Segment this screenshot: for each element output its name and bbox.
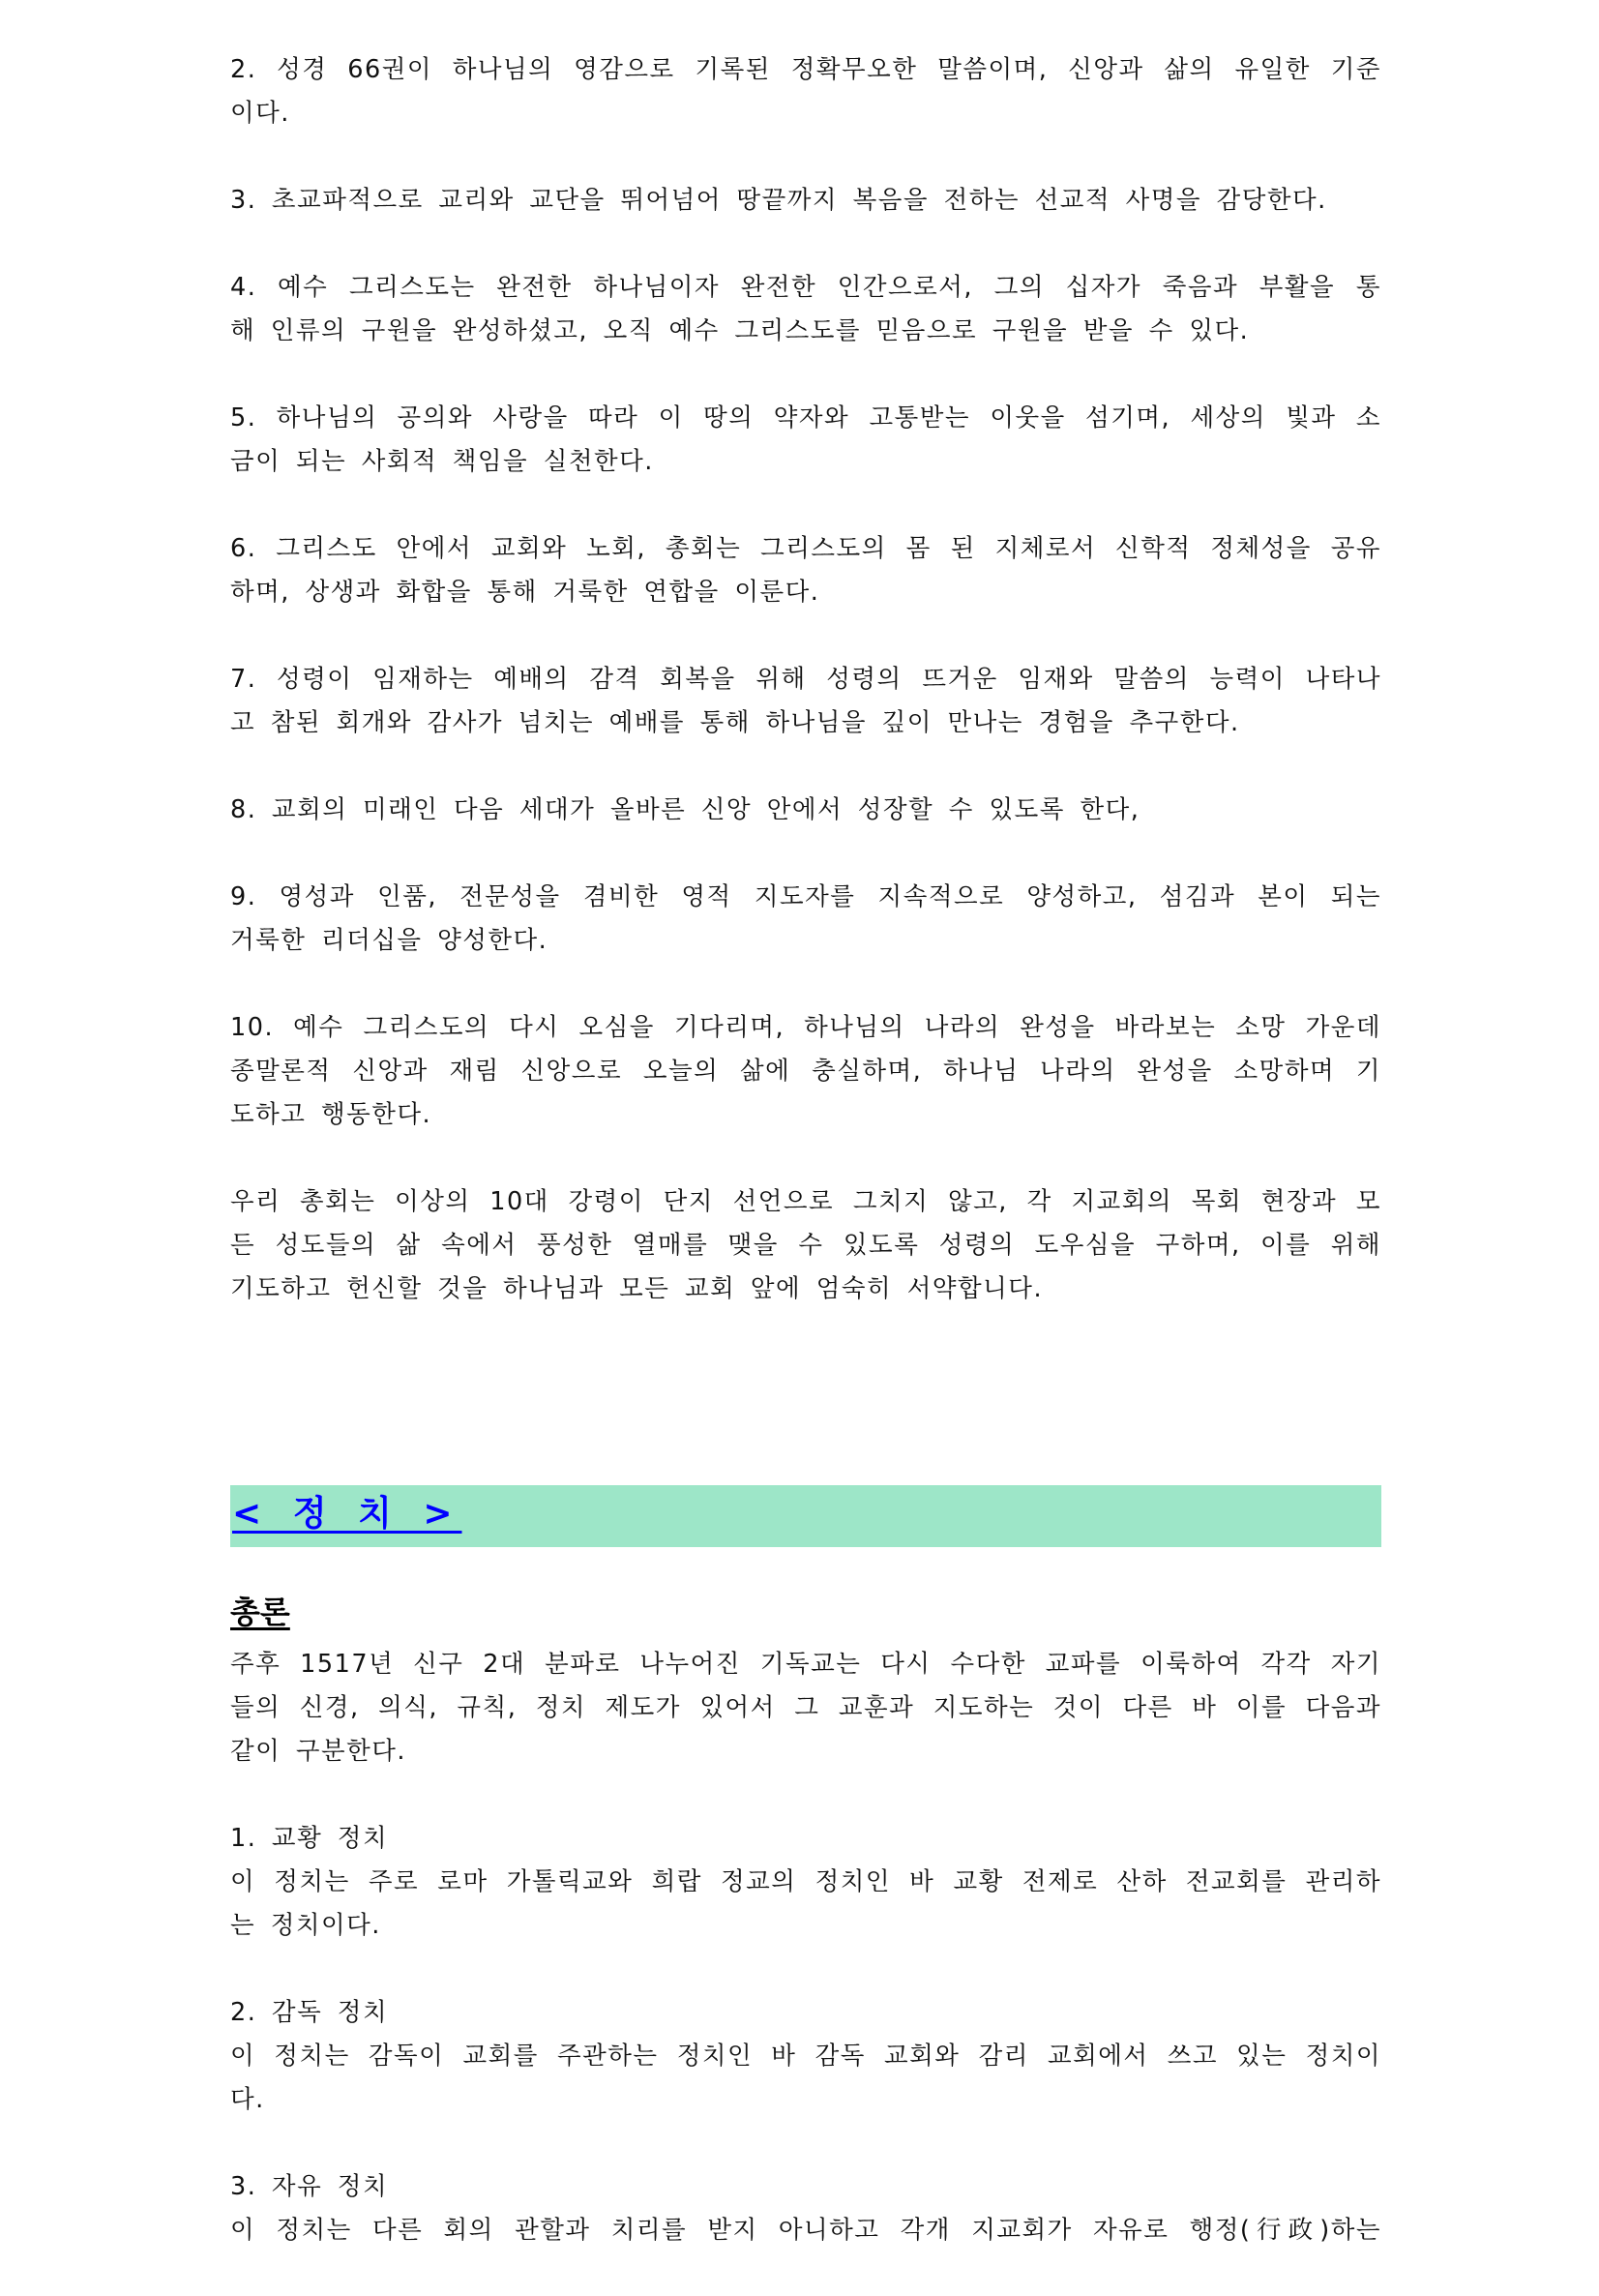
subsection-heading: 총론 — [230, 1594, 290, 1630]
text-line: 해 인류의 구원을 완성하셨고, 오직 예수 그리스도를 믿음으로 구원을 받을 수 있다. — [230, 316, 1250, 345]
text-line: 종말론적 신앙과 재림 신앙으로 오늘의 삶에 충실하며, 하나님 나라의 완성을 소망하며 기 — [230, 1057, 1381, 1086]
polity-item-congregational — [230, 2165, 1381, 2252]
text-line: 이 정치는 다른 회의 관할과 치리를 받지 아니하고 각개 지교회가 자유로 행정(行政)하는 — [230, 2216, 1381, 2245]
text-line: 이 정치는 주로 로마 가톨릭교와 희랍 정교의 정치인 바 교황 전제로 산하 전교회를 관리하 — [230, 1867, 1381, 1896]
section-title: < 정 치 > — [232, 1494, 462, 1534]
text-line: 기도하고 헌신할 것을 하나님과 모든 교회 앞에 엄숙히 서약합니다. — [230, 1274, 1044, 1303]
item-title: 1. 교황 정치 — [230, 1824, 389, 1853]
text-line: 주후 1517년 신구 2대 분파로 나누어진 기독교는 다시 수다한 교파를 이룩하여 각각 자기 — [230, 1650, 1381, 1679]
text-line: 9. 영성과 인품, 전문성을 겸비한 영적 지도자를 지속적으로 양성하고, 섬김과 본이 되는 — [230, 882, 1381, 911]
article-9 — [230, 876, 1381, 963]
text-line: 거룩한 리더십을 양성한다. — [230, 926, 548, 955]
text-line: 5. 하나님의 공의와 사랑을 따라 이 땅의 약자와 고통받는 이웃을 섬기며, 세상의 빛과 소 — [230, 403, 1381, 432]
article-6 — [230, 527, 1381, 614]
confession-articles — [230, 48, 1381, 1355]
text-line: 같이 구분한다. — [230, 1737, 407, 1766]
section-header-bar — [230, 1485, 1381, 1547]
text-line: 금이 되는 사회적 책임을 실천한다. — [230, 447, 654, 476]
text-line: 는 정치이다. — [230, 1911, 381, 1940]
text-line: 6. 그리스도 안에서 교회와 노회, 총회는 그리스도의 몸 된 지체로서 신학적 정체성을 공유 — [230, 534, 1381, 563]
text-line: 4. 예수 그리스도는 완전한 하나님이자 완전한 인간으로서, 그의 십자가 죽음과 부활을 통 — [230, 273, 1381, 302]
text-line: 8. 교회의 미래인 다음 세대가 올바른 신앙 안에서 성장할 수 있도록 한다, — [230, 795, 1140, 824]
item-title: 2. 감독 정치 — [230, 1998, 389, 2027]
text-line: 도하고 행동한다. — [230, 1100, 432, 1129]
article-7 — [230, 658, 1381, 745]
text-line: 든 성도들의 삶 속에서 풍성한 열매를 맺을 수 있도록 성령의 도우심을 구하며, 이를 위해 — [230, 1231, 1381, 1260]
closing-pledge — [230, 1180, 1381, 1311]
text-line: 3. 초교파적으로 교리와 교단을 뛰어넘어 땅끝까지 복음을 전하는 선교적 사명을 감당한다. — [230, 186, 1327, 215]
article-10 — [230, 1006, 1381, 1137]
text-line: 들의 신경, 의식, 규칙, 정치 제도가 있어서 그 교훈과 지도하는 것이 다른 바 이를 다음과 — [230, 1693, 1381, 1722]
article-5 — [230, 397, 1381, 484]
article-2 — [230, 48, 1381, 135]
polity-overview — [230, 1643, 1381, 2296]
item-title: 3. 자유 정치 — [230, 2172, 389, 2201]
text-line: 하며, 상생과 화합을 통해 거룩한 연합을 이룬다. — [230, 578, 820, 607]
text-line: 고 참된 회개와 감사가 넘치는 예배를 통해 하나님을 깊이 만나는 경험을 추구한다. — [230, 708, 1240, 737]
polity-item-episcopal — [230, 1991, 1381, 2122]
article-4 — [230, 266, 1381, 353]
text-line: 이다. — [230, 99, 290, 128]
text-line: 이 정치는 감독이 교회를 주관하는 정치인 바 감독 교회와 감리 교회에서 쓰고 있는 정치이 — [230, 2042, 1381, 2071]
article-8 — [230, 789, 1381, 832]
intro-paragraph — [230, 1643, 1381, 1774]
text-line: 다. — [230, 2085, 265, 2114]
text-line: 10. 예수 그리스도의 다시 오심을 기다리며, 하나님의 나라의 완성을 바라보는 소망 가운데 — [230, 1013, 1381, 1042]
text-line: 우리 총회는 이상의 10대 강령이 단지 선언으로 그치지 않고, 각 지교회의 목회 현장과 모 — [230, 1187, 1381, 1216]
polity-item-papal — [230, 1817, 1381, 1948]
text-line: 7. 성령이 임재하는 예배의 감격 회복을 위해 성령의 뜨거운 임재와 말씀의 능력이 나타나 — [230, 665, 1381, 694]
text-line: 2. 성경 66권이 하나님의 영감으로 기록된 정확무오한 말씀이며, 신앙과 삶의 유일한 기준 — [230, 55, 1381, 84]
article-3 — [230, 179, 1381, 223]
